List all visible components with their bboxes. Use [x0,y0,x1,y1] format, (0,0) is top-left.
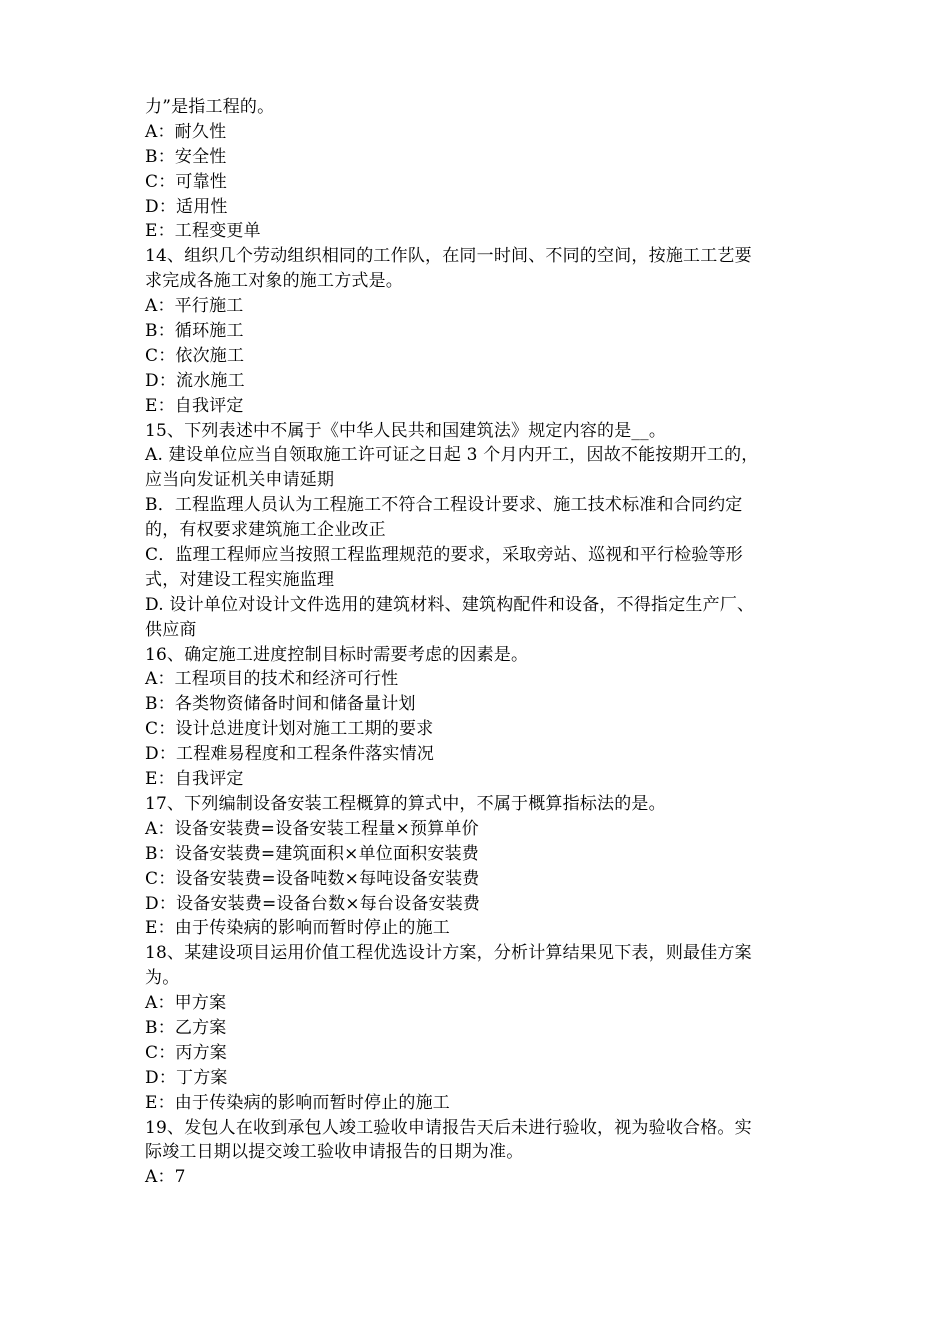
question-line: 14、组织几个劳动组织相同的工作队，在同一时间、不同的空间，按施工工艺要 [145,246,752,267]
option-line: D：工程难易程度和工程条件落实情况 [145,744,435,765]
option-line: D：丁方案 [145,1067,228,1088]
option-line: A：设备安装费=设备安装工程量×预算单价 [145,818,479,839]
option-line: A：平行施工 [145,296,244,317]
option-line: 式，对建设工程实施监理 [145,569,335,590]
document-page [145,95,825,1190]
option-line: E：由于传染病的影响而暂时停止的施工 [145,1092,451,1113]
option-line: E：由于传染病的影响而暂时停止的施工 [145,918,451,939]
question-line: 际竣工日期以提交竣工验收申请报告的日期为准。 [145,1142,524,1163]
option-line: B：循环施工 [145,321,244,342]
option-line: E：工程变更单 [145,221,261,242]
option-line: B：设备安装费=建筑面积×单位面积安装费 [145,843,479,864]
option-line: D：设备安装费=设备台数×每台设备安装费 [145,893,481,914]
option-line: 的，有权要求建筑施工企业改正 [145,520,386,541]
option-line: D. 设计单位对设计文件选用的建筑材料、建筑构配件和设备，不得指定生产厂、 [145,594,755,615]
question-line: 16、确定施工进度控制目标时需要考虑的因素是。 [145,644,529,665]
question-line: 15、下列表述中不属于《中华人民共和国建筑法》规定内容的是__。 [145,420,667,441]
option-line: C：依次施工 [145,345,245,366]
option-line: B：各类物资储备时间和储备量计划 [145,694,416,715]
option-line: B：乙方案 [145,1017,227,1038]
option-line: C：设备安装费=设备吨数×每吨设备安装费 [145,868,480,889]
text-line: 力”是指工程的。 [145,97,275,117]
question-line: 为。 [145,968,180,989]
question-line: 18、某建设项目运用价值工程优选设计方案，分析计算结果见下表，则最佳方案 [145,943,752,964]
option-line: 供应商 [145,619,197,640]
question-line: 19、发包人在收到承包人竣工验收申请报告天后未进行验收，视为验收合格。实 [145,1117,752,1138]
option-line: B．工程监理人员认为工程施工不符合工程设计要求、施工技术标准和合同约定 [145,495,743,516]
option-line: B：安全性 [145,146,227,167]
option-line: A：甲方案 [145,993,227,1014]
option-line: A：耐久性 [145,121,227,142]
option-line: A. 建设单位应当自领取施工许可证之日起 3 个月内开工，因故不能按期开工的， [145,445,759,466]
option-line: E：自我评定 [145,769,244,790]
option-line: 应当向发证机关申请延期 [145,470,335,491]
option-line: C：丙方案 [145,1042,228,1063]
option-line: E：自我评定 [145,395,244,416]
option-line: A：7 [145,1167,186,1188]
option-line: D：流水施工 [145,370,245,391]
option-line: A：工程项目的技术和经济可行性 [145,669,399,690]
option-line: C．监理工程师应当按照工程监理规范的要求，采取旁站、巡视和平行检验等形 [145,545,744,566]
option-line: D：适用性 [145,196,228,217]
question-line: 求完成各施工对象的施工方式是。 [145,271,403,292]
option-line: C：可靠性 [145,171,228,192]
option-line: C：设计总进度计划对施工工期的要求 [145,719,434,740]
question-line: 17、下列编制设备安装工程概算的算式中，不属于概算指标法的是。 [145,793,666,814]
